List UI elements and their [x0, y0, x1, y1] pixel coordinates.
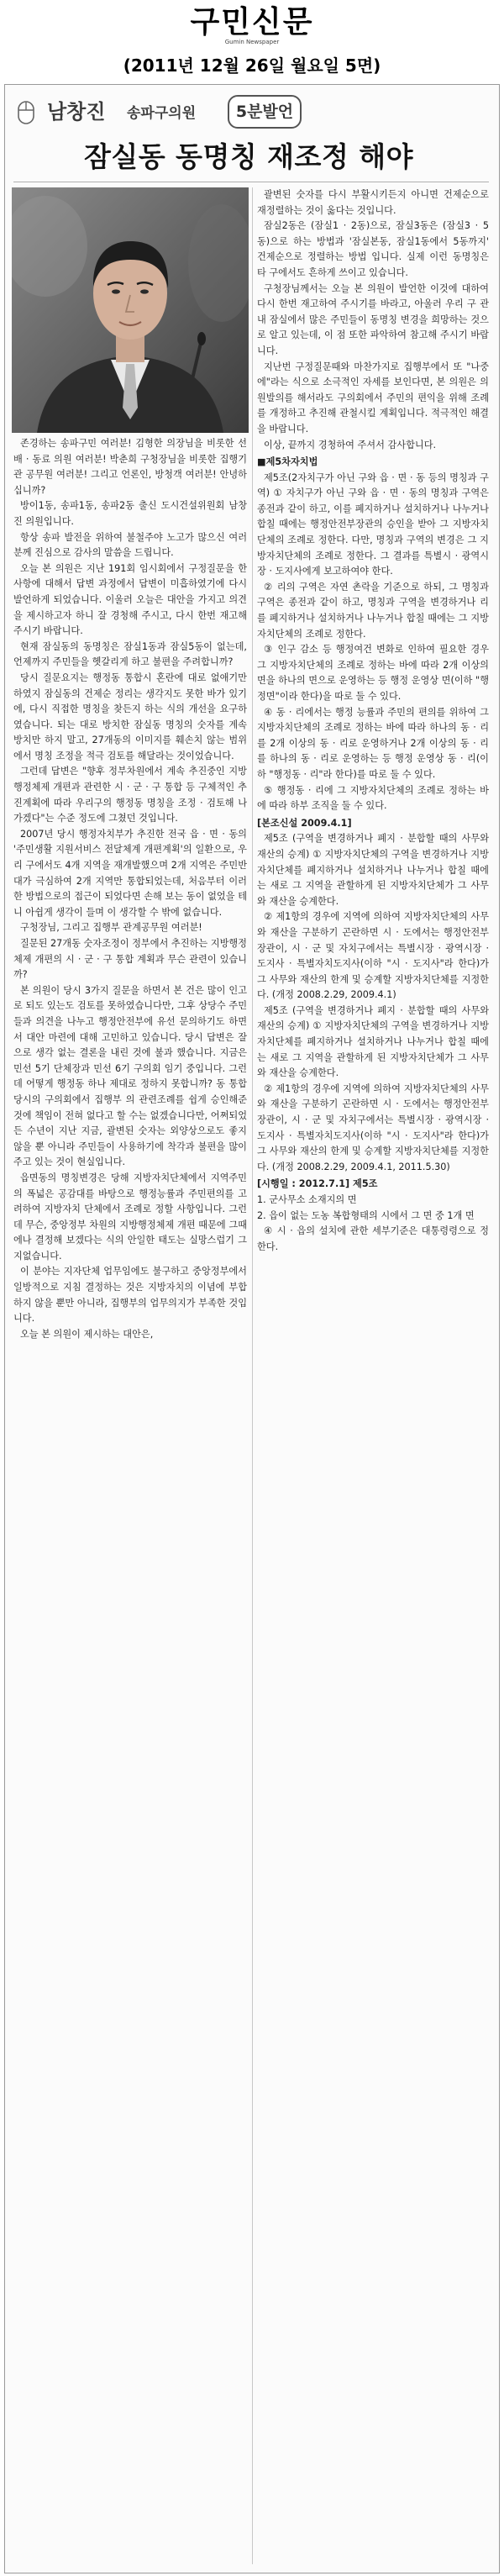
newspaper-logo: 구민신문	[190, 4, 314, 40]
newspaper-masthead	[0, 0, 504, 50]
mouse-icon	[17, 100, 35, 125]
column-badge: 5분발언	[228, 95, 302, 129]
law-paragraph: 제5조 (구역을 변경하거나 폐지 · 분합할 때의 사무와 재산의 승계) ① 지방자치단체의 구역을 변경하거나 지방자치단체를 폐지하거나 설치하거나 나누거나 합칠 때에는 새로 그 지역을 관할하게 된 지방자치단체가 그 사무와 재산을 승계한다.	[257, 833, 489, 907]
newspaper-logo-subtitle: Gumin Newspaper	[224, 39, 280, 45]
paragraph: 그런데 답변은 "향후 정부차원에서 계속 추진중인 지방행정체제 개편과 관련한 시 · 군 · 구 통합 등 구체적인 추진계획에 따라 우리구의 행정동 명칭을 조정 · 검토해 나가겠다"는 수준 정도에 그쳤던 것입니다.	[13, 766, 247, 824]
law-paragraph: ④ 동 · 리에서는 행정 능률과 주민의 편의를 위하여 그 지방자치단체의 조례로 정하는 바에 따라 하나의 동 · 리를 2개 이상의 동 · 리로 운영하거나 2개 이상의 동 · 리를 하나의 동 · 리로 운영하는 등 행정 운영상 동 · 리(이하 "행정동 · 리"라 한다)를 따로 둘 수 있다.	[257, 706, 489, 780]
law-paragraph: ② 리의 구역은 자연 촌락을 기준으로 하되, 그 명칭과 구역은 종전과 같이 하고, 명칭과 구역을 변경하거나 리를 폐지하거나 설치하거나 나누거나 합칠 때에는 그 지방자치단체의 조례로 정한다.	[257, 581, 489, 640]
paragraph: 당시 질문요지는 행정동 통합시 혼란에 대로 없애기만 하였지 잠실동의 건제순 정리는 생각지도 못한 바가 있기에, 다시 직접한 명칭을 찾든지 하는 식의 개선을 요구하였습니다. 되는 대로 방치한 잠실동 명칭의 숫자를 계속 방치만 하지 말고, 27개동의 이미지를 훼손치 않는 범위에서 명칭 조정을 적극 검토를 해달라는 것이었습니다.	[13, 672, 247, 761]
law-paragraph: ② 제1항의 경우에 지역에 의하여 지방자치단체의 사무와 재산을 구분하기 곤란하면 시 · 도에서는 행정안전부장관이, 시 · 군 및 자치구에서는 특별시장 · 광역시장 · 도지사 · 특별자치도지사(이하 "시 · 도지사"라 한다)가 그 사무와 재산의 한계 및 승계할 지방자치단체를 지정한다. (개정 2008.2.29, 2009.4.1, 2011.5.30)	[257, 1083, 489, 1172]
author-role: 송파구의원	[127, 105, 197, 122]
author-portrait-photo	[12, 187, 249, 433]
law-list-item: 2. 읍이 없는 도농 복합형태의 시에서 그 면 중 1개 면	[257, 1209, 475, 1221]
paragraph: 본 의원이 당시 3가지 질문을 하면서 본 건은 많이 인고로 되도 있는도 검토를 못하였습니다만, 그후 상당수 주민들과 의견을 나누고 행정안전부에 유선 문의하기도 하면서 대안 마련에 대해 고민하고 있습니다. 당시 답변은 잘 으로 생각 없는 결론을 내린 것에 불과 했습니다. 지금은 민선 5기 단체장과 민선 6기 구의회 임기 중입니다. 그런데 어떻게 행정동 하나 제대로 정하지 못합니까? 동 통합당시의 구의회에서 집행부 의 관련조례를 쉽게 승인해준 것에 책임이 전혀 없다고 할 수는 없겠습니다만, 어쩌되었든 수년이 지난 지금, 괄변된 숫자는 외양상으로도 좋지 않을 뿐 아니라 주민들이 사용하기에 착각과 불편을 많이 주고 있는 것이 현실입니다.	[13, 984, 247, 1168]
paragraph: 항상 송파 발전을 위하여 불철주야 노고가 많으신 여러분께 진심으로 감사의 말씀을 드립니다.	[13, 531, 247, 559]
paragraph: 이 분야는 지자단체 업무임에도 불구하고 중앙정부에서 일방적으로 지침 결정하는 것은 지방자치의 이념에 부합하지 않을 뿐만 아니라, 집행부의 업무의지가 부족한 것입니다.	[13, 1266, 247, 1325]
law-list-item: 1. 군사무소 소재지의 면	[257, 1194, 357, 1205]
law-paragraph: ④ 시 · 읍의 설치에 관한 세부기준은 대통령령으로 정한다.	[257, 1225, 489, 1252]
law-paragraph: 제5조(2자치구가 아닌 구와 읍 · 면 · 동 등의 명칭과 구역) ① 자치구가 아닌 구와 읍 · 면 · 동의 명칭과 구역은 종전과 같이 하고, 이를 폐지하거나 설치하거나 나누거나 합칠 때에는 행정안전부장관의 승인을 받아 그 지방자치단체의 조례로 정한다. 다만, 명칭과 구역의 변경은 그 지방자치단체의 조례로 정한다. 그 결과를 특별시 · 광역시장 · 도지사에게 보고하여야 한다.	[257, 471, 489, 577]
article-body-left-column	[13, 436, 247, 1342]
paragraph: 잠실2동은 (잠실1 · 2동)으로, 잠실3동은 (잠실3 · 5동)으로 하는 방법과 '잠실본동, 잠실1동에서 5동까지' 건제순으로 정렬하는 방법 입니다. 실제 이런 동명칭은 타 구에서도 흔하게 쓰이고 있습니다.	[257, 220, 489, 278]
article-body-right-column	[257, 187, 489, 1255]
article-headline: 잠실동 동명칭 재조정 해야	[83, 140, 414, 173]
paragraph: 2007년 당시 행정자치부가 추진한 전국 읍 · 면 · 동의 '주민생활 지원서비스 전달체계 개편계획'의 일환으로, 우리 구에서도 4개 지역을 재개발했으며 2개 지역은 주민반대가 극심하여 2개 지역만 통합되었는데, 처음부터 이러한 방법으로의 접근이 되었다면 손해 보는 동이 없었을 테니 아쉽게 생각이 들며 이 생각할 수 밖에 없습니다.	[13, 828, 247, 918]
publication-date: (2011년 12월 26일 월요일 5면)	[123, 55, 381, 76]
paragraph: 존경하는 송파구민 여러분! 김형한 의장님을 비롯한 선배 · 동료 의원 여러분! 박춘희 구청장님을 비롯한 집행기관 공무원 여러분! 그리고 언론인, 방청객 여러분! 안녕하십니까?	[13, 438, 247, 496]
section-heading: [본조신설 2009.4.1]	[257, 817, 352, 829]
paragraph: 구청장님께서는 오늘 본 의원이 발언한 이것에 대하여 다시 한번 재고하여 주시기를 바라고, 아울러 우리 구 관내 잠실에서 많은 주민들이 동명칭 변경을 희망하는 것으로 알고 있는데, 이 점 또한 파악하여 참고해 주시기 바랍니다.	[257, 282, 489, 356]
paragraph: 괄변된 숫자를 다시 부활시키든지 아니면 건제순으로 재정렬하는 것이 옳다는 것입니다.	[257, 189, 489, 216]
paragraph: 읍면동의 명칭변경은 당해 지방자치단체에서 지역주민의 폭넓은 공감대를 바탕으로 행정능률과 주민편의를 고려하여 지방자치 단체에서 조례로 정할 사항입니다. 그런데 무슨, 중앙정부 차원의 지방행정체제 개편 때문에 그때에나 결정해 보겠다는 식의 안일한 태도는 실망스럽기 그지없습니다.	[13, 1172, 247, 1262]
paragraph: 구청장님, 그리고 집행부 관계공무원 여러분!	[20, 922, 202, 934]
section-heading: ■제5차자치법	[257, 456, 318, 468]
section-heading: [시행일 : 2012.7.1] 제5조	[257, 1178, 378, 1190]
paragraph: 현재 잠실동의 동명칭은 잠실1동과 잠실5동이 없는데, 언제까지 주민들을 헷갈리게 하고 불편을 주려합니까?	[13, 640, 247, 668]
column-divider	[252, 187, 253, 2564]
paragraph: 방이1동, 송파1동, 송파2동 출신 도시건설위원회 남창진 의원입니다.	[13, 500, 247, 527]
paragraph: 오늘 본 의원이 제시하는 대안은,	[20, 1328, 154, 1340]
article-clipping	[4, 84, 500, 2573]
paragraph: 질문된 27개동 숫자조정이 정부에서 추진하는 지방행정체제 개편의 시 · 군 · 구 통합 계획과 무슨 관련이 있습니까?	[13, 938, 247, 981]
author-name: 남창진	[47, 100, 106, 124]
law-paragraph: ⑤ 행정동 · 리에 그 지방자치단체의 조례로 정하는 바에 따라 하부 조직을 둘 수 있다.	[257, 784, 489, 812]
paragraph: 이상, 끝까지 경청하여 주셔서 감사합니다.	[264, 439, 437, 450]
byline	[13, 93, 484, 130]
paragraph: 지난번 구정질문때와 마찬가지로 집행부에서 또 "나중에"라는 식으로 소극적인 자세를 보인다면, 본 의원은 의원발의를 해서라도 구의회에서 주민의 편익을 위해 조례를 개정하고 추진해 관철시킬 계획입니다. 적극적인 해결을 바랍니다.	[257, 361, 489, 435]
paragraph: 오늘 본 의원은 지난 191회 임시회에서 구정질문을 한 사항에 대해서 답변 과정에서 답변이 미흡하였기에 다시 발언하게 되었습니다. 이울러 오늘은 대안을 가지고 의견을 제시하고자 하니 잘 경청해 주시고, 다시 한번 재고해 주시기 바랍니다.	[13, 562, 247, 637]
law-paragraph: ② 제1항의 경우에 지역에 의하여 지방자치단체의 사무와 재산을 구분하기 곤란하면 시 · 도에서는 행정안전부장관이, 시 · 군 및 자치구에서는 특별시장 · 광역시장 · 도지사 · 특별자치도지사(이하 "시 · 도지사"라 한다)가 그 사무와 재산의 한계 및 승계할 지방자치단체를 지정한다. (개정 2008.2.29, 2009.4.1)	[257, 911, 489, 1001]
law-paragraph: 제5조 (구역을 변경하거나 폐지 · 분합할 때의 사무와 재산의 승계) ① 지방자치단체의 구역을 변경하거나 지방자치단체를 폐지하거나 설치하거나 나누거나 합칠 때에는 새로 그 지역을 관할하게 된 지방자치단체가 그 사무와 재산을 승계한다.	[257, 1004, 489, 1079]
law-paragraph: ③ 인구 감소 등 행정여건 변화로 인하여 필요한 경우 그 지방자치단체의 조례로 정하는 바에 따라 2개 이상의 면을 하나의 면으로 운영하는 등 행정 운영상 면(이하 "행정면"이라 한다)을 따로 둘 수 있다.	[257, 644, 489, 702]
